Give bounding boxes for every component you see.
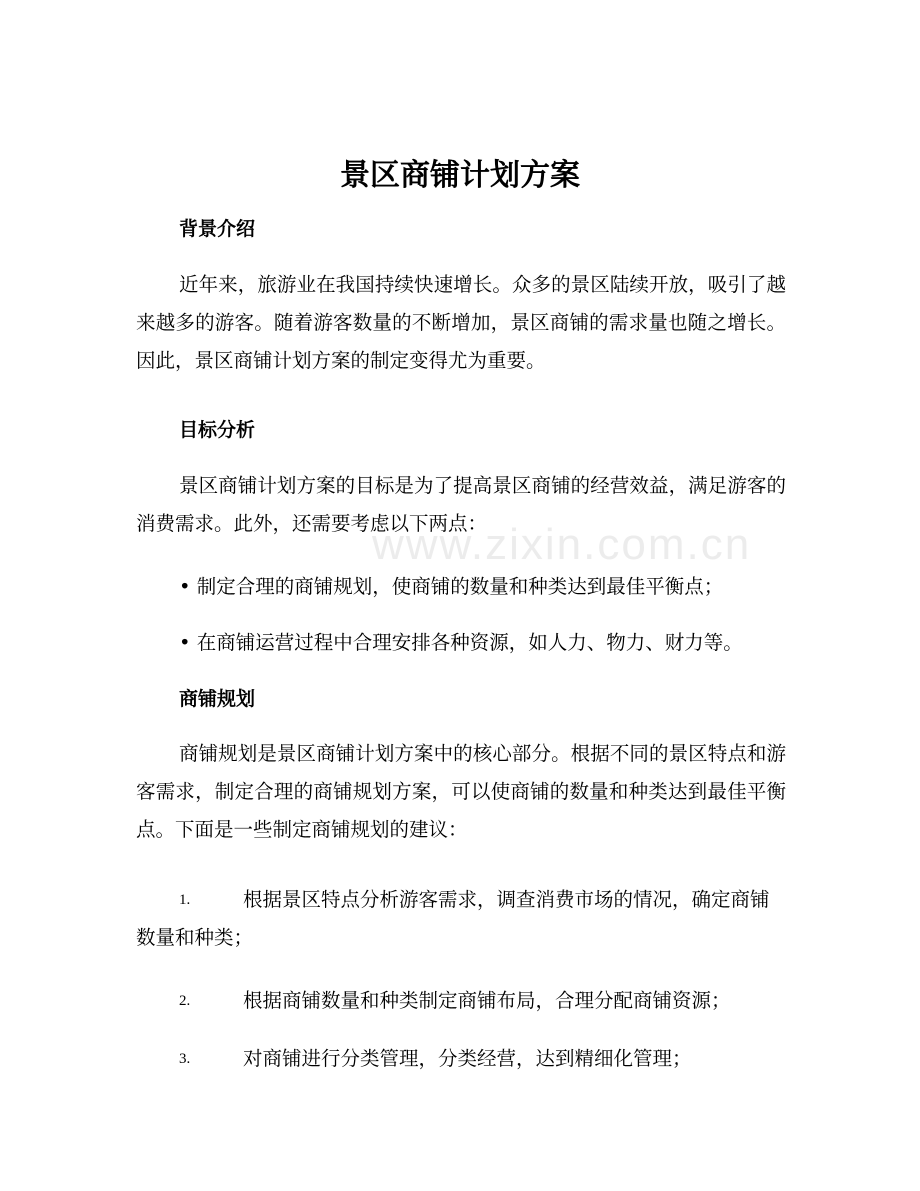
watermark: www.zixin.com.cn [372,520,752,569]
bullet-item: • 制定合理的商铺规划，使商铺的数量和种类达到最佳平衡点； [179,575,724,598]
item-number: 2. [179,993,191,1009]
numbered-item [136,881,786,957]
section-heading-planning: 商铺规划 [179,688,256,710]
item-text: 对商铺进行分类管理，分类经营，达到精细化管理； [243,1047,692,1070]
numbered-item [136,1040,786,1078]
background-paragraph: 近年来，旅游业在我国持续快速增长。众多的景区陆续开放，吸引了越来越多的游客。随着游客数量的不断增加，景区商铺的需求量也随之增长。因此，景区商铺计划方案的制定变得尤为重要。 [136,273,786,372]
section-heading-background: 背景介绍 [179,218,256,240]
document-title: 景区商铺计划方案 [340,158,580,193]
goal-paragraph: 景区商铺计划方案的目标是为了提高景区商铺的经营效益，满足游客的消费需求。此外，还需要考虑以下两点： [136,474,786,535]
item-text: 根据景区特点分析游客需求，调查消费市场的情况，确定商铺数量和种类； [136,888,770,949]
item-text: 根据商铺数量和种类制定商铺布局，合理分配商铺资源； [243,989,731,1012]
numbered-item [136,982,786,1020]
section-heading-goal: 目标分析 [179,419,256,441]
item-number: 3. [179,1051,191,1067]
bullet-item: • 在商铺运营过程中合理安排各种资源，如人力、物力、财力等。 [179,631,743,654]
planning-paragraph: 商铺规划是景区商铺计划方案中的核心部分。根据不同的景区特点和游客需求，制定合理的商铺规划方案，可以使商铺的数量和种类达到最佳平衡点。下面是一些制定商铺规划的建议： [136,742,786,841]
item-number: 1. [179,892,191,908]
